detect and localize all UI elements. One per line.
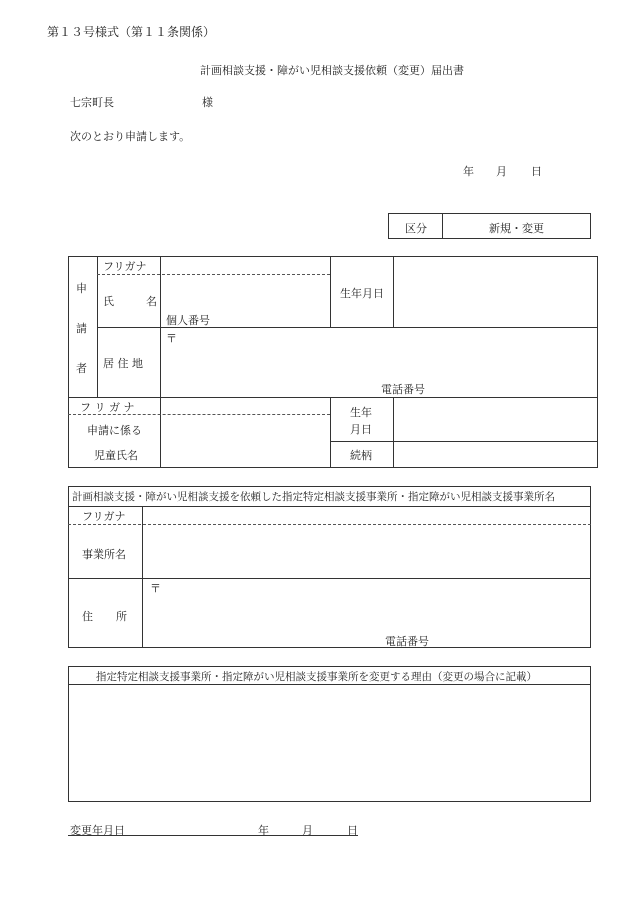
- child-birth-label-2: 月日: [350, 423, 372, 436]
- applicant-table: [68, 256, 598, 468]
- office-name-label: 事業所名: [82, 548, 126, 561]
- date-day: 日: [531, 165, 542, 178]
- reason-text-area[interactable]: [70, 688, 589, 800]
- child-birth-label-1: 生年: [350, 406, 372, 419]
- category-label: 区分: [405, 222, 427, 235]
- change-date-day: 日: [347, 824, 358, 837]
- office-table: [68, 486, 591, 648]
- child-relation-label: 続柄: [350, 449, 372, 462]
- office-furigana-label: フリガナ: [82, 510, 126, 523]
- applicant-label-char-2: 請: [76, 322, 87, 335]
- applicant-name-label-b: 名: [146, 295, 157, 308]
- office-header: 計画相談支援・障がい児相談支援を依頼した指定特定相談支援事業所・指定障がい児相談支援事業所名: [72, 491, 555, 503]
- personal-number-label: 個人番号: [166, 314, 210, 327]
- reason-header: 指定特定相談支援事業所・指定障がい児相談支援事業所を変更する理由（変更の場合に記載）: [96, 671, 537, 683]
- office-address-label-a: 住: [82, 610, 93, 623]
- applicant-name-label-a: 氏: [103, 295, 114, 308]
- document-title: 計画相談支援・障がい児相談支援依頼（変更）届出書: [200, 64, 464, 77]
- child-label-line-2: 児童氏名: [94, 449, 138, 462]
- addressee: 七宗町長: [70, 96, 114, 109]
- office-address-label-b: 所: [116, 610, 127, 623]
- applicant-birthdate-label: 生年月日: [340, 287, 384, 300]
- intro-text: 次のとおり申請します。: [70, 130, 191, 143]
- change-date-year: 年: [258, 824, 269, 837]
- applicant-phone-label: 電話番号: [381, 383, 425, 396]
- child-furigana-label: フ リ ガ ナ: [80, 401, 135, 414]
- category-value[interactable]: 新規・変更: [489, 222, 544, 235]
- child-label-line-1: 申請に係る: [87, 424, 142, 437]
- form-number: 第１３号様式（第１１条関係）: [47, 25, 216, 39]
- applicant-address-label: 居 住 地: [103, 357, 143, 370]
- applicant-label-char-3: 者: [76, 362, 87, 375]
- applicant-label-char-1: 申: [76, 282, 87, 295]
- applicant-postal-mark: 〒: [166, 332, 177, 345]
- honorific: 様: [202, 96, 213, 109]
- applicant-furigana-label: フリガナ: [103, 260, 147, 273]
- change-date-label: 変更年月日: [70, 824, 125, 837]
- date-year: 年: [463, 165, 474, 178]
- office-postal-mark: 〒: [150, 582, 161, 595]
- change-date-underline: [68, 835, 358, 836]
- date-month: 月: [496, 165, 507, 178]
- office-phone-label: 電話番号: [385, 635, 429, 648]
- change-date-month: 月: [302, 824, 313, 837]
